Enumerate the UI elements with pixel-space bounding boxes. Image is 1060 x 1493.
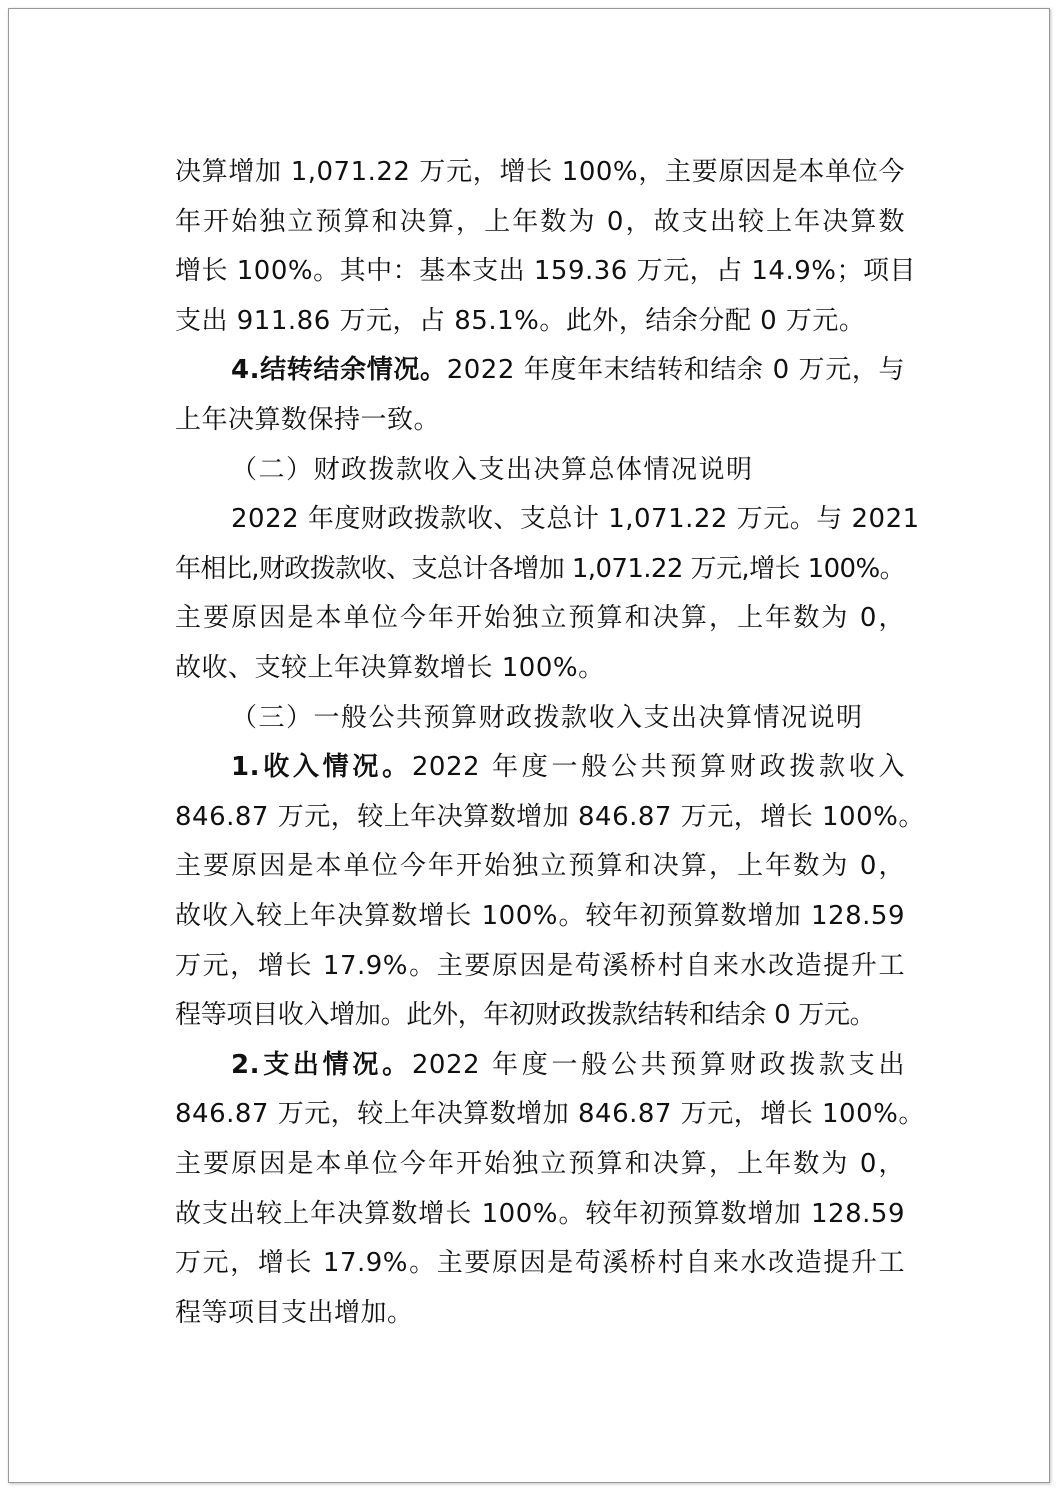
body-text-line: 万元，增长 17.9%。主要原因是苟溪桥村自来水改造提升工 — [175, 950, 905, 981]
body-text-line: 主要原因是本单位今年开始独立预算和决算，上年数为 0， — [175, 851, 905, 882]
body-text-line: 程等项目支出增加。 — [175, 1297, 414, 1328]
paragraph-expenditure — [231, 1041, 905, 1091]
paragraph-lead: 4.结转结余情况。 — [231, 355, 447, 386]
body-text-line: 846.87 万元，较上年决算数增加 846.87 万元，增长 100%。 — [175, 1099, 925, 1130]
body-text-line: 故支出较上年决算数增长 100%。较年初预算数增加 128.59 — [175, 1198, 905, 1229]
body-text-line: 程等项目收入增加。此外，年初财政拨款结转和结余 0 万元。 — [175, 1000, 876, 1031]
body-text-line: 2022 年度财政拨款收、支总计 1,071.22 万元。与 2021 — [231, 504, 920, 535]
body-text-line: 主要原因是本单位今年开始独立预算和决算，上年数为 0， — [175, 603, 905, 634]
paragraph-carryover-balance — [231, 346, 905, 396]
body-text-line: 万元，增长 17.9%。主要原因是苟溪桥村自来水改造提升工 — [175, 1248, 905, 1279]
paragraph-lead: 1.收入情况。 — [231, 752, 412, 783]
body-text-line: 上年决算数保持一致。 — [175, 405, 441, 435]
body-text-line: 年开始独立预算和决算，上年数为 0，故支出较上年决算数 — [175, 206, 905, 237]
body-text-line: 故收入较上年决算数增长 100%。较年初预算数增加 128.59 — [175, 901, 905, 931]
body-text: 2022 年度年末结转和结余 0 万元，与 — [446, 355, 906, 386]
body-text-line: 主要原因是本单位今年开始独立预算和决算，上年数为 0， — [175, 1149, 905, 1179]
body-text-line: 846.87 万元，较上年决算数增加 846.87 万元，增长 100%。 — [175, 801, 925, 832]
document-page — [8, 8, 1050, 1483]
body-text-line: 决算增加 1,071.22 万元，增长 100%，主要原因是本单位今 — [175, 157, 905, 187]
body-text-line: 故收、支较上年决算数增长 100%。 — [175, 653, 605, 683]
section-heading-3: （三）一般公共预算财政拨款收入支出决算情况说明 — [231, 702, 864, 733]
section-heading-2: （二）财政拨款收入支出决算总体情况说明 — [231, 454, 754, 485]
body-text-line: 年相比,财政拨款收、支总计各增加 1,071.22 万元,增长 100%。 — [175, 553, 905, 584]
paragraph-lead: 2.支出情况。 — [231, 1049, 412, 1080]
body-text-line: 增长 100%。其中：基本支出 159.36 万元，占 14.9%；项目 — [175, 256, 916, 287]
body-text: 2022 年度一般公共预算财政拨款支出 — [411, 1049, 906, 1080]
body-text-line: 支出 911.86 万元，占 85.1%。此外，结余分配 0 万元。 — [175, 305, 866, 336]
paragraph-income — [231, 743, 905, 793]
body-text: 2022 年度一般公共预算财政拨款收入 — [411, 752, 906, 783]
